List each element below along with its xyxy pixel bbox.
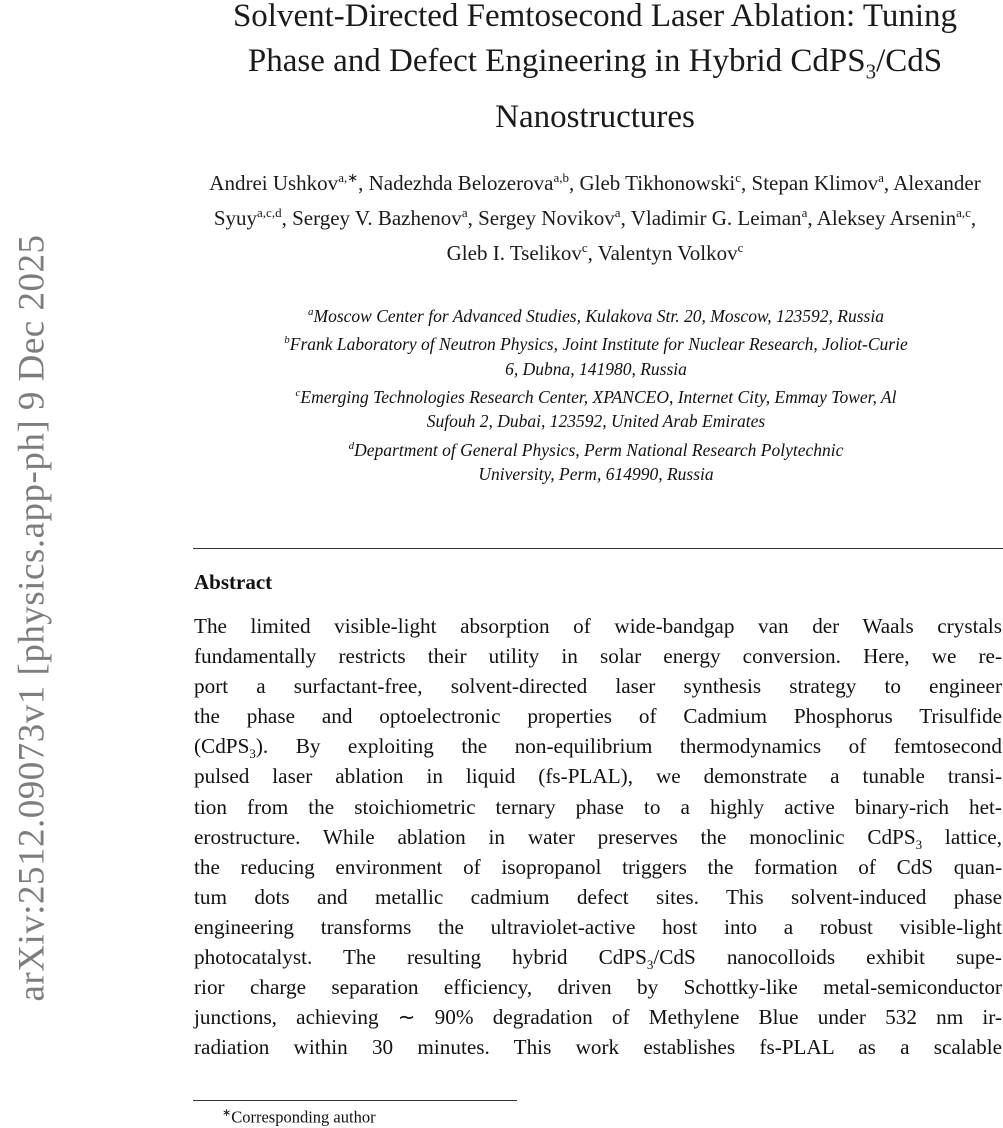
abstract-line: engineering transforms the ultraviolet-active host into a robust visible-light xyxy=(194,914,1002,939)
author: Vladimir G. Leiman$^a$ xyxy=(630,205,808,230)
abstract-line: The limited visible-light absorption of wide-bandgap van der Waals crystals xyxy=(194,614,1002,638)
affiliation-line: University, Perm, 614990, Russia xyxy=(478,464,714,485)
abstract-body xyxy=(194,611,1002,1062)
abstract-line: erostructure. While ablation in water preserves the monoclinic CdPS$_3$ lattice, xyxy=(194,824,1002,852)
abstract-line: port a surfactant-free, solvent-directed laser synthesis strategy to engineer xyxy=(194,674,1002,699)
affiliation-line: 6, Dubna, 141980, Russia xyxy=(505,358,687,379)
affiliation-line: $^c$Emerging Technologies Research Center, XPANCEO, Internet City, Emmay Tower, Al xyxy=(295,386,897,407)
paper-title xyxy=(190,0,1000,140)
author: Valentyn Volkov$^c$ xyxy=(597,240,744,265)
author: Gleb Tikhonowski$^c$ xyxy=(579,170,742,195)
abstract-line: rior charge separation efficiency, driven by Schottky-like metal-semiconductor xyxy=(194,975,1002,1000)
author: Sergey V. Bazhenov$^a$ xyxy=(292,205,468,230)
abstract-line: (CdPS$_3$). By exploiting the non-equilibrium thermodynamics of femtosecond xyxy=(194,734,1002,762)
affiliation-line: $^a$Moscow Center for Advanced Studies, Kulakova Str. 20, Moscow, 123592, Russia xyxy=(308,305,884,326)
title-line-1: Solvent-Directed Femtosecond Laser Ablation: Tuning xyxy=(232,0,958,34)
footnote-divider xyxy=(193,1100,517,1101)
abstract-line: fundamentally restricts their utility in solar energy conversion. Here, we re- xyxy=(194,644,1002,669)
author: Sergey Novikov$^a$ xyxy=(478,205,621,230)
title-line-3: Nanostructures xyxy=(495,98,695,135)
footnote xyxy=(222,1106,376,1128)
abstract-line: tum dots and metallic cadmium defect sites. This solvent-induced phase xyxy=(194,884,1002,909)
author-list: Andrei Ushkov$^{a,∗}$, Nadezhda Belozerova$^{a,b}$, Gleb Tikhonowski$^c$, Stepan Klimov$^a$, Alexander Syuy$^{a,c,d}$, Sergey V. Bazhenov$^a$, Sergey Novikov$^a$, Vladimir G. Leiman$^a$, Aleksey Arsenin$^{a,c}$, Gleb I. Tselikov$^c$, Valentyn Volkov$^c$ xyxy=(209,170,981,265)
author: Alexander Syuy$^{a,c,d}$ xyxy=(213,171,981,230)
abstract-heading: Abstract xyxy=(194,570,273,594)
author: Stepan Klimov$^a$ xyxy=(751,170,884,195)
arxiv-sidebar xyxy=(0,0,60,1128)
author: Gleb I. Tselikov$^c$ xyxy=(446,240,588,265)
footnote-text: Corresponding author xyxy=(231,1107,376,1127)
abstract-line: junctions, achieving ∼ 90% degradation of Methylene Blue under 532 nm ir- xyxy=(194,1005,1002,1030)
arxiv-identifier: arXiv:2512.09073v1 [physics.app-ph] 9 Dec 2025 xyxy=(11,234,53,1002)
abstract-line: photocatalyst. The resulting hybrid CdPS$_3$/CdS nanocolloids exhibit supe- xyxy=(194,945,1002,973)
footnote-mark: ∗ xyxy=(222,1107,232,1119)
affiliation-line: $^d$Department of General Physics, Perm National Research Polytechnic xyxy=(348,439,844,460)
author: Nadezhda Belozerova$^{a,b}$ xyxy=(368,170,569,195)
abstract-line: the phase and optoelectronic properties of Cadmium Phosphorus Trisulfide xyxy=(194,704,1002,729)
abstract-line: the reducing environment of isopropanol triggers the formation of CdS quan- xyxy=(194,854,1002,879)
section-divider xyxy=(193,548,1003,549)
abstract-line: radiation within 30 minutes. This work establishes fs-PLAL as a scalable xyxy=(194,1035,1002,1060)
affiliation-line: Sufouh 2, Dubai, 123592, United Arab Emirates xyxy=(426,411,766,432)
author: Aleksey Arsenin$^{a,c}$ xyxy=(816,205,971,230)
abstract-line: pulsed laser ablation in liquid (fs-PLAL), we demonstrate a tunable transi- xyxy=(194,764,1002,789)
author: Andrei Ushkov$^{a,∗}$ xyxy=(209,170,359,195)
title-line-2: Phase and Defect Engineering in Hybrid CdPS$_3$/CdS xyxy=(247,43,943,84)
abstract-line: tion from the stoichiometric ternary phase to a highly active binary-rich het- xyxy=(194,794,1002,819)
affiliation-list xyxy=(192,300,1000,487)
affiliation-line: $^b$Frank Laboratory of Neutron Physics, Joint Institute for Nuclear Research, Joliot-Curie xyxy=(284,334,908,355)
